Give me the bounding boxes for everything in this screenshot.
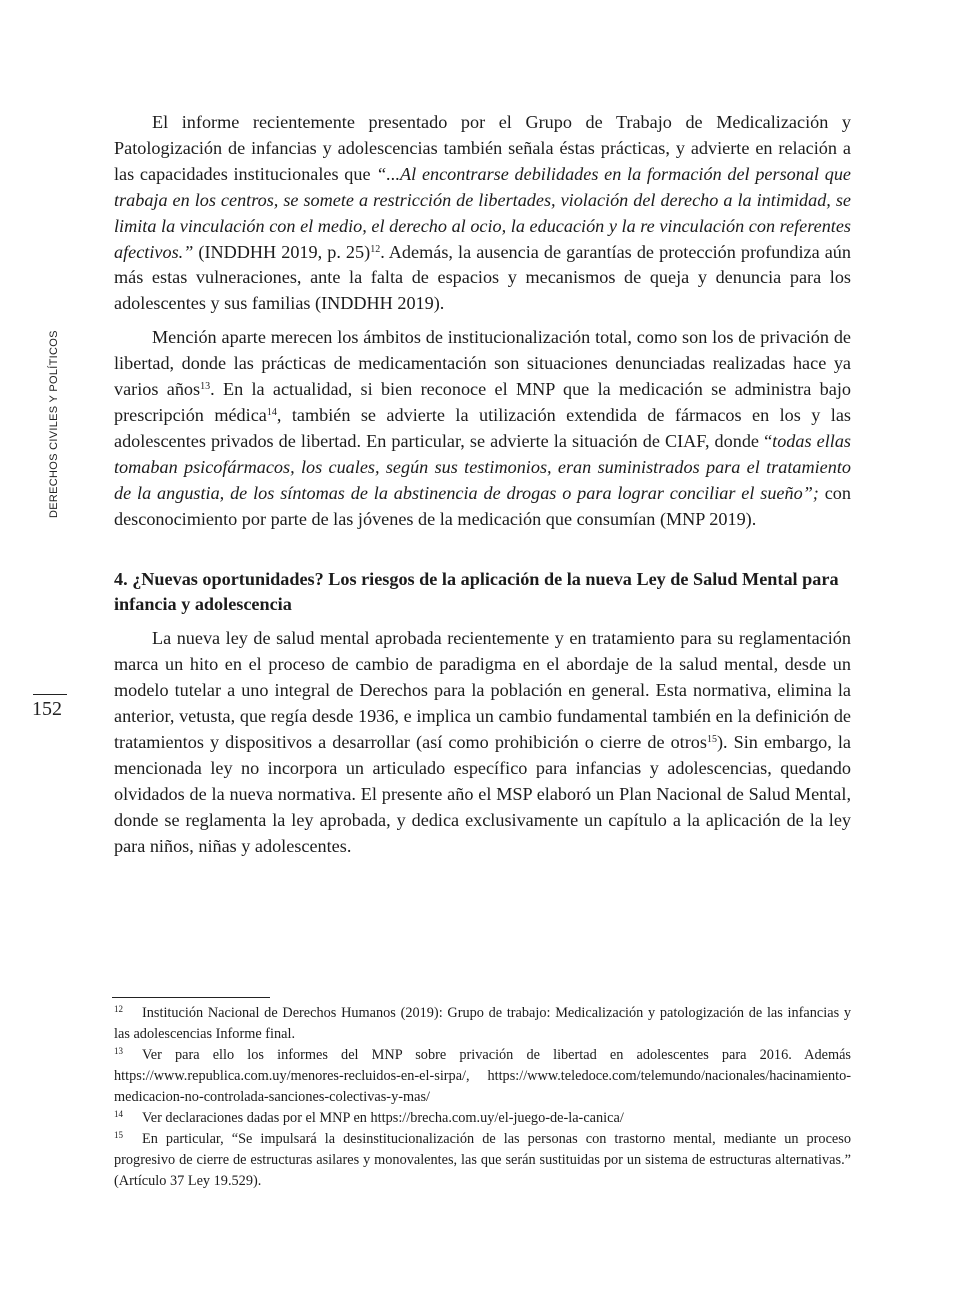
italic-quote: “...Al encontrarse debilidades en la formación del personal que trabaja en los centros, se somete a restricción de libertades, violación del derecho a la intimidad, se limita la vinculación con el medio, el derecho al ocio, la educación y la re vinculación con referentes afectivos.” — [114, 163, 851, 262]
page-number-rule — [33, 694, 67, 695]
footnote-ref-14[interactable]: 14 — [266, 406, 277, 418]
italic-quote: todas ellas tomaban psicofármacos, los cuales, según sus testimonios, eran suministrados para el tratamiento de la angustia, de los síntomas de la abstinencia de drogas o para lograr conciliar el sueño”; — [114, 430, 851, 503]
paragraph-text: con desconocimiento por parte de las jóvenes de la medicación que consumían (MNP 2019). — [114, 482, 851, 529]
footnote-13: 13 Ver para ello los informes del MNP sobre privación de libertad en adolescentes para 2016. Además https://www.republica.com.uy/menores-recluidos-en-el-sirpa/, https://www.teledoce.com/telemundo/nacionales/hacinamiento-medicacion-no-controlada-sanciones-colectivas-y-mas/ — [114, 1046, 851, 1105]
footnote-14: 14 Ver declaraciones dadas por el MNP en https://brecha.com.uy/el-juego-de-la-canica/ — [114, 1109, 624, 1126]
paragraph-text: El informe recientemente presentado por el Grupo de Trabajo de Medicalización y Patologización de infancias y adolescencias también señala éstas prácticas, y advierte en relación a las capacidades institucionales que — [114, 112, 851, 184]
paragraph-3 — [114, 626, 851, 859]
footnote-text[interactable]: Ver declaraciones dadas por el MNP en https://brecha.com.uy/el-juego-de-la-canica/ — [142, 1110, 624, 1126]
paragraph-text: ). Sin embargo, la mencionada ley no incorpora un articulado específico para infancias y adolescencias, quedando olvidados de la nueva normativa. El presente año el MSP elaboró un Plan Nacional de Salud Mental, donde se reglamenta la ley aprobada, y dedica exclusivamente un capítulo a la aplicación de la ley para niños, niñas y adolescentes. — [114, 731, 851, 856]
footnote-ref-13[interactable]: 13 — [200, 381, 211, 393]
paragraph-2 — [114, 325, 851, 532]
page-number: 152 — [32, 698, 62, 720]
paragraph-text: La nueva ley de salud mental aprobada recientemente y en tratamiento para su reglamentación marca un hito en el proceso de cambio de paradigma en el abordaje de la salud mental, desde un modelo tutelar a uno integral de Derechos para la población en general. Esta normativa, elimina la anterior, vetusta, que regía desde 1936, e implica un cambio fundamental también en la definición de tratamientos y dispositivos a desarrollar (así como prohibición o cierre de otros — [114, 628, 851, 752]
paragraph-text: . Además, la ausencia de garantías de protección profundiza aún más estas vulneraciones, ante la falta de espacios y mecanismos de queja y denuncia para los adolescentes y sus familias (INDDHH 2019). — [114, 241, 851, 314]
paragraph-text: (INDDHH 2019, p. 25) — [193, 241, 371, 262]
footnote-separator — [112, 997, 270, 998]
paragraph-text: , también se advierte la utilización extendida de fármacos en los y las adolescentes privados de libertad. En particular, se advierte la situación de CIAF, donde “ — [114, 404, 851, 451]
footnote-text: Institución Nacional de Derechos Humanos (2019): Grupo de trabajo: Medicalización y patologización de las infancias y las adolescencias Informe final. — [114, 1005, 851, 1042]
section-heading: 4. ¿Nuevas oportunidades? Los riesgos de la aplicación de la nueva Ley de Salud Mental para infancia y adolescencia — [114, 568, 839, 615]
body-text — [114, 110, 851, 867]
footnote-15: 15 En particular, “Se impulsará la desinstitucionalización de las personas con trastorno mental, mediante un proceso progresivo de cierre de estructuras asilares y monovalentes, las que serán sustituidas por un sistema de estructuras alternativas.” (Artículo 37 Ley 19.529). — [114, 1130, 851, 1189]
footnote-text: En particular, “Se impulsará la desinstitucionalización de las personas con trastorno mental, mediante un proceso progresivo de cierre de estructuras asilares y monovalentes, las que serán sustituidas por un sistema de estructuras alternativas.” (Artículo 37 Ley 19.529). — [114, 1131, 851, 1189]
footnote-ref-12[interactable]: 12 — [370, 243, 381, 255]
paragraph-text: . En la actualidad, si bien reconoce el MNP que la medicación se administra bajo prescripción médica — [114, 379, 851, 425]
footnotes — [114, 1003, 851, 1192]
paragraph-1 — [114, 110, 851, 317]
running-section-label: DERECHOS CIVILES Y POLÍTICOS — [48, 330, 60, 518]
footnote-text[interactable]: Ver para ello los informes del MNP sobre privación de libertad en adolescentes para 2016. Además https://www.republica.com.uy/menores-recluidos-en-el-sirpa/, https://www.teledoce.com/telemundo/nacionales/hacinamiento-medicacion-no-controlada-sanciones-colectivas-y-mas/ — [114, 1047, 851, 1105]
paragraph-text: Mención aparte merecen los ámbitos de institucionalización total, como son los de privación de libertad, donde las prácticas de medicamentación son situaciones denunciadas realizadas hace ya varios años — [114, 327, 851, 400]
footnote-ref-15[interactable]: 15 — [706, 733, 717, 745]
footnote-12: 12 Institución Nacional de Derechos Humanos (2019): Grupo de trabajo: Medicalización y patologización de las infancias y las adolescencias Informe final. — [114, 1004, 851, 1042]
